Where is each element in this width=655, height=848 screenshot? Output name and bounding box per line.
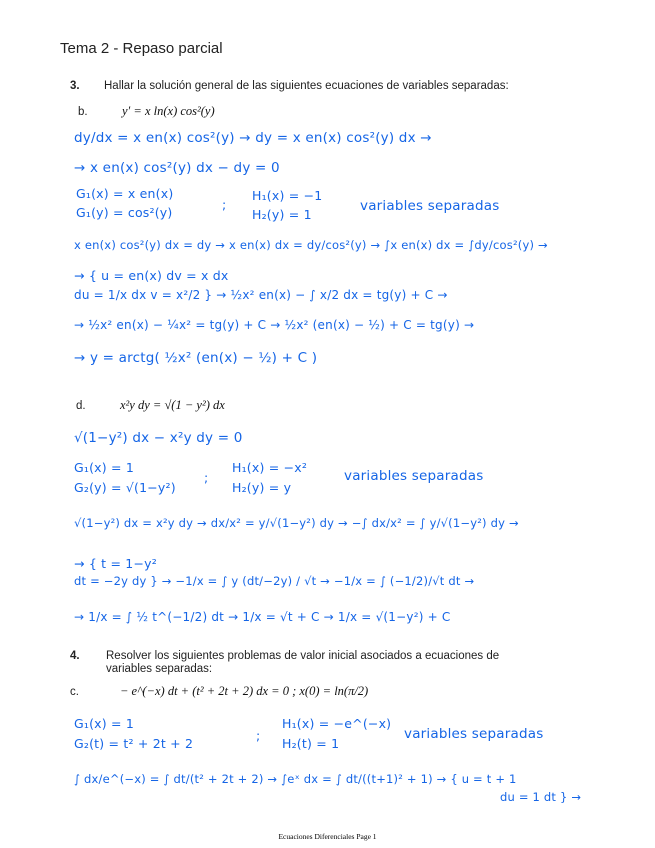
hw-b-separadas: variables separadas [360, 198, 500, 214]
page-title: Tema 2 - Repaso parcial [60, 40, 223, 57]
hw-d-line-2: √(1−y²) dx = x²y dy → dx/x² = y/√(1−y²) dy → −∫ dx/x² = ∫ y/√(1−y²) dy → [74, 516, 519, 530]
hw-b-line-4b: du = 1/x dx v = x²/2 } → ½x² en(x) − ∫ x/2 dx = tg(y) + C → [74, 288, 448, 302]
problem-4-statement-2: variables separadas: [106, 663, 213, 675]
problem-4-statement-1: Resolver los siguientes problemas de valor inicial asociados a ecuaciones de [106, 650, 500, 662]
problem-3-statement: Hallar la solución general de las siguientes ecuaciones de variables separadas: [104, 80, 509, 92]
hw-b-line-2: → x en(x) cos²(y) dx − dy = 0 [74, 160, 280, 176]
hw-c-h1x: H₁(x) = −e^(−x) [282, 716, 392, 731]
hw-c-g1x: G₁(x) = 1 [74, 716, 135, 731]
hw-b-line-3: x en(x) cos²(y) dx = dy → x en(x) dx = dy/cos²(y) → ∫x en(x) dx = ∫dy/cos²(y) → [74, 238, 548, 252]
hw-d-line-4: → 1/x = ∫ ½ t^(−1/2) dt → 1/x = √t + C → 1/x = √(1−y²) + C [74, 610, 451, 624]
part-d-label: d. [76, 400, 86, 412]
hw-b-g1y: G₁(y) = cos²(y) [76, 205, 173, 220]
hw-b-h2y: H₂(y) = 1 [252, 207, 312, 222]
hw-d-g1x: G₁(x) = 1 [74, 460, 135, 475]
hw-d-h2y: H₂(y) = y [232, 480, 292, 495]
hw-b-line-1: dy/dx = x en(x) cos²(y) → dy = x en(x) cos²(y) dx → [74, 130, 432, 146]
part-b-equation: y′ = x ln(x) cos²(y) [122, 104, 215, 118]
hw-b-h1x: H₁(x) = −1 [252, 188, 323, 203]
page-footer: Ecuaciones Diferenciales Page 1 [278, 832, 377, 841]
hw-c-g2t: G₂(t) = t² + 2t + 2 [74, 736, 194, 751]
hw-d-separadas: variables separadas [344, 468, 484, 484]
problem-3-number: 3. [70, 80, 80, 92]
hw-c-separadas: variables separadas [404, 726, 544, 742]
part-c-label: c. [70, 686, 79, 698]
hw-d-g2y: G₂(y) = √(1−y²) [74, 480, 176, 495]
hw-d-line-3b: dt = −2y dy } → −1/x = ∫ y (dt/−2y) / √t → −1/x = ∫ (−1/2)/√t dt → [74, 574, 475, 588]
hw-c-line-1: ∫ dx/e^(−x) = ∫ dt/(t² + 2t + 2) → ∫eˣ dx = ∫ dt/((t+1)² + 1) → { u = t + 1 [74, 772, 517, 786]
hw-b-line-4a: → { u = en(x) dv = x dx [74, 268, 229, 283]
hw-b-line-5: → ½x² en(x) − ¼x² = tg(y) + C → ½x² (en(x) − ½) + C = tg(y) → [74, 318, 475, 332]
hw-b-g1x: G₁(x) = x en(x) [76, 186, 174, 201]
hw-d-h1x: H₁(x) = −x² [232, 460, 308, 475]
hw-c-h2t: H₂(t) = 1 [282, 736, 340, 751]
part-d-equation: x²y dy = √(1 − y²) dx [120, 398, 225, 412]
hw-b-line-6: → y = arctg( ½x² (en(x) − ½) + C ) [74, 350, 318, 366]
part-c-equation: − e^(−x) dt + (t² + 2t + 2) dx = 0 ; x(0) = ln(π/2) [120, 684, 369, 698]
problem-4-number: 4. [70, 650, 80, 662]
hw-d-semicolon: ; [204, 470, 209, 485]
hw-d-line-1: √(1−y²) dx − x²y dy = 0 [74, 430, 243, 446]
hw-b-semicolon: ; [222, 197, 227, 212]
hw-c-line-2: du = 1 dt } → [500, 790, 582, 804]
part-b-label: b. [78, 106, 88, 118]
hw-c-semicolon: ; [256, 728, 261, 743]
hw-d-line-3a: → { t = 1−y² [74, 556, 157, 571]
